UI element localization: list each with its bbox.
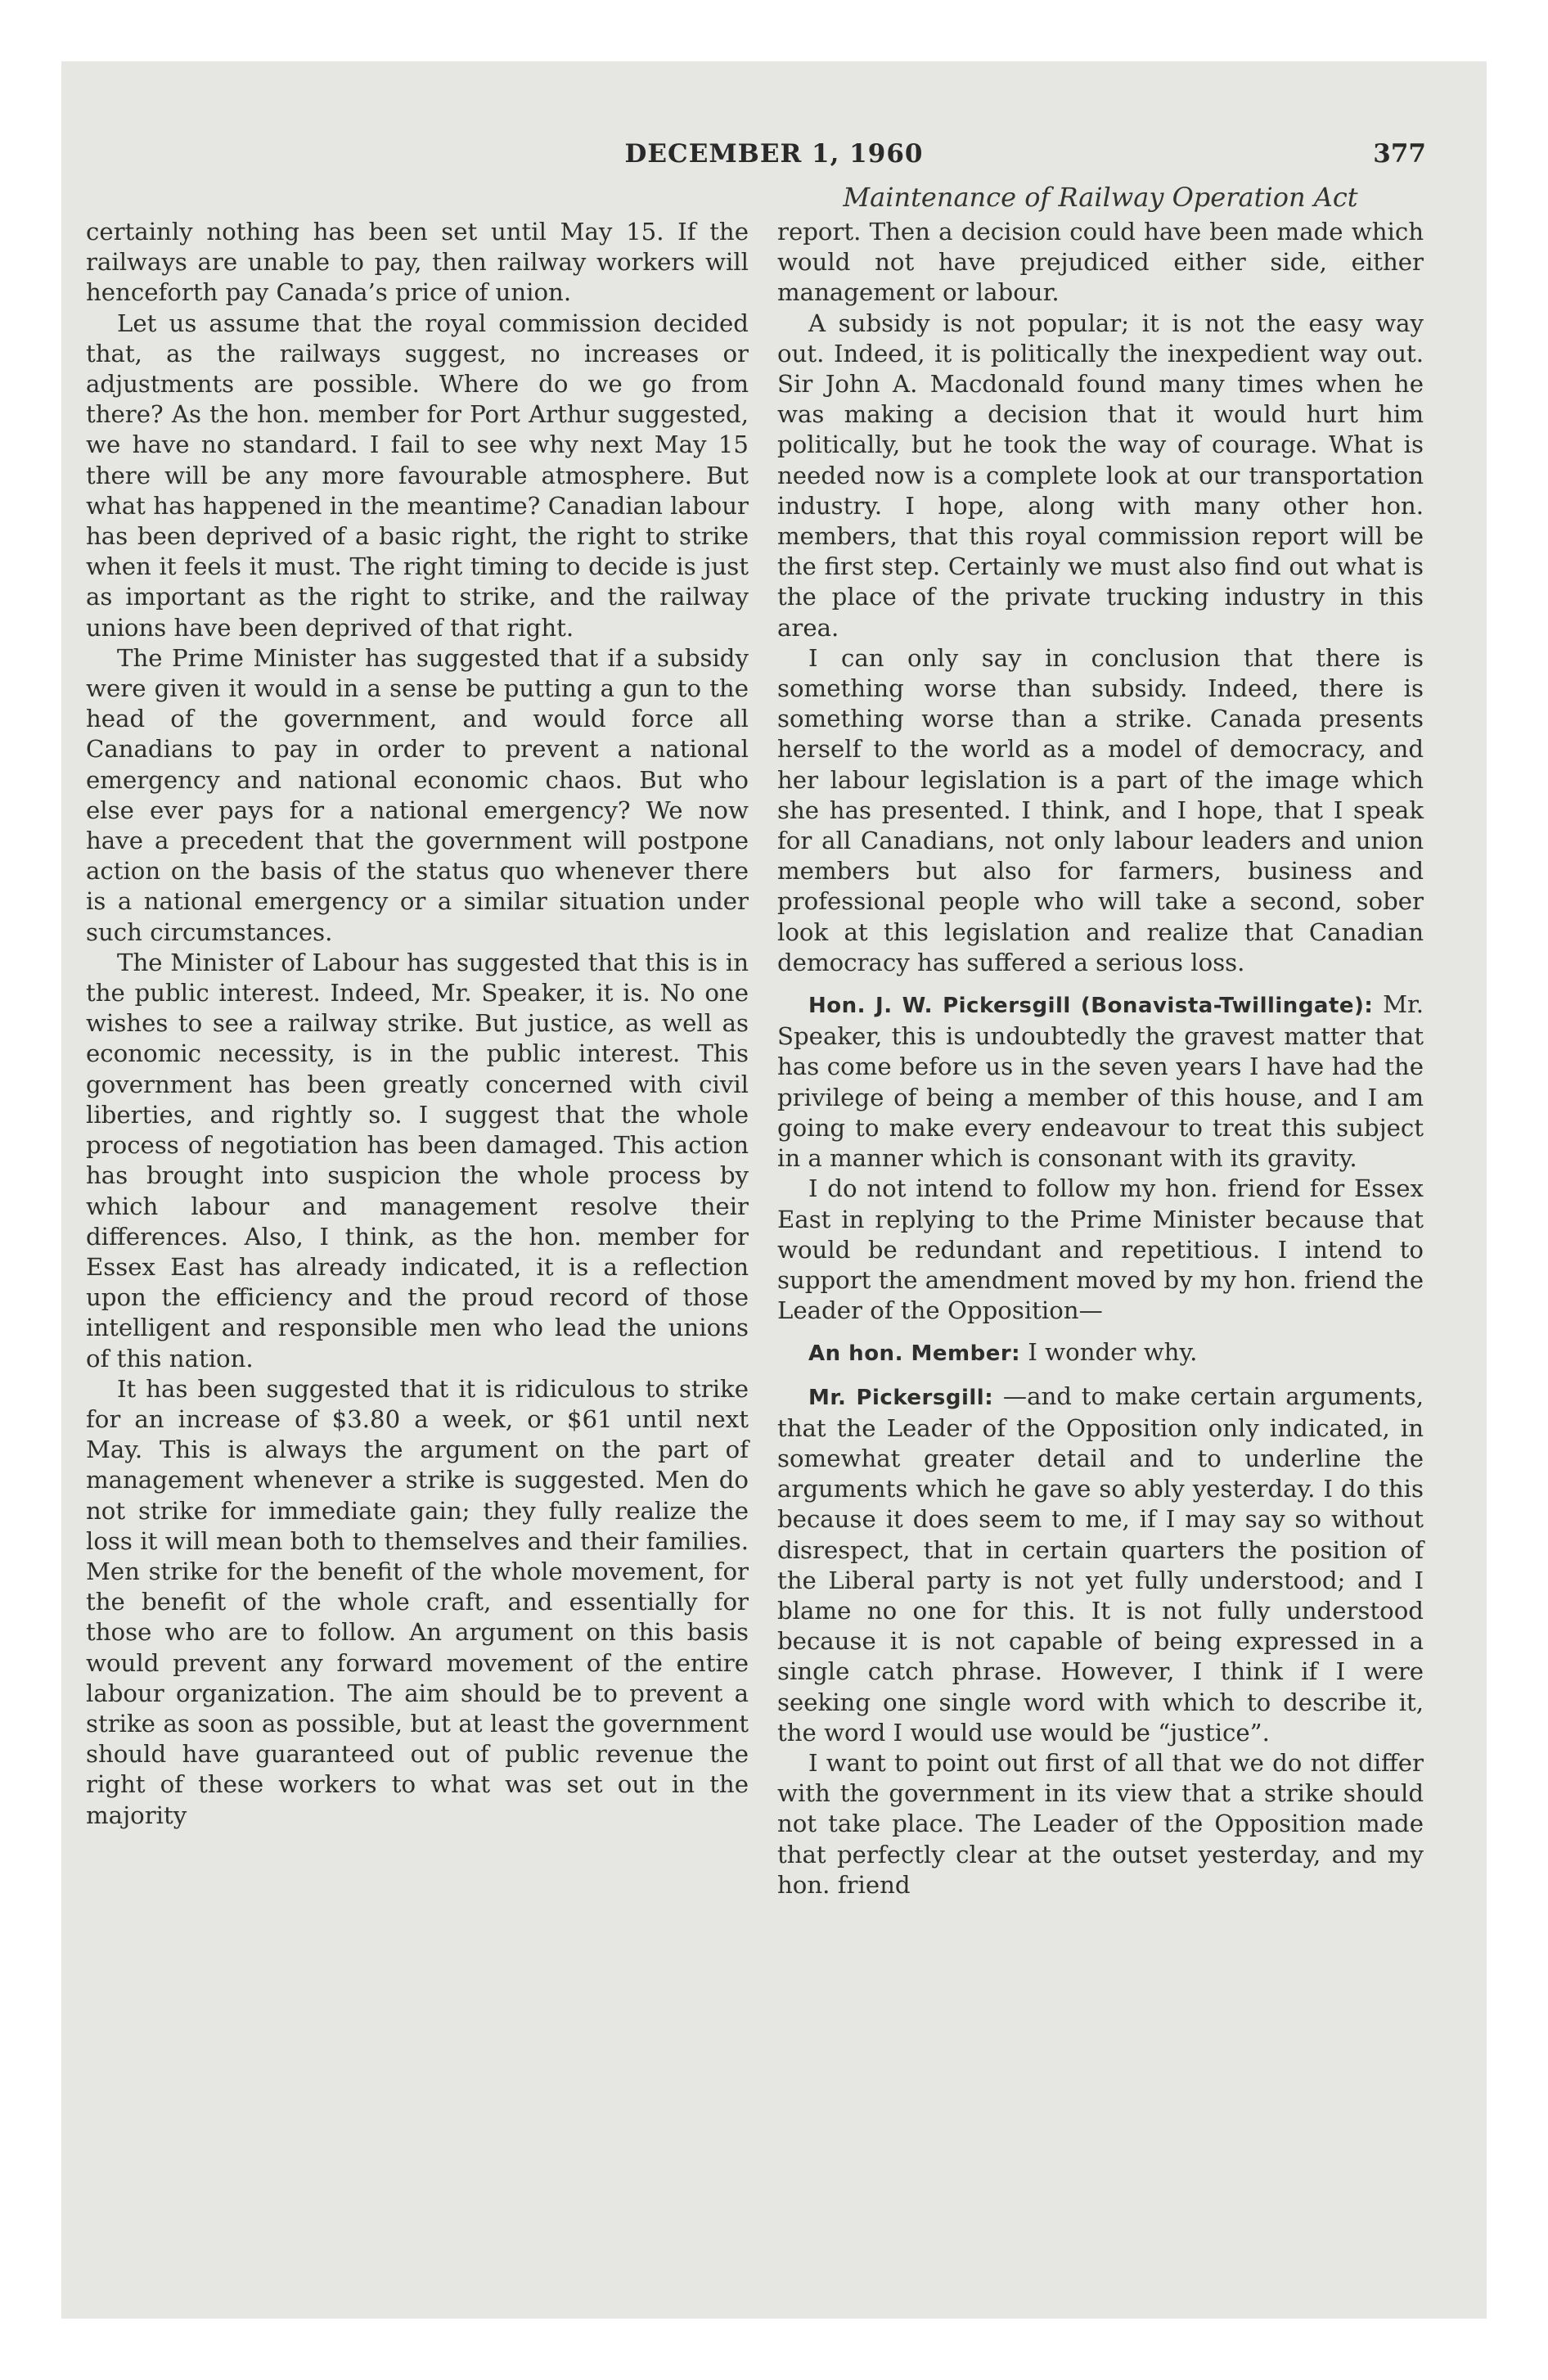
speech-paragraph [777,1382,1424,1748]
paragraph: I can only say in conclusion that there is something worse than subsidy. Indeed, there is something worse than a strike. Canada presents herself to the world as a model of democracy, and her labour legislation is a part of the image which she has presented. I think, and I hope, that I speak for all Canadians, not only labour leaders and union members but also for farmers, business and professional people who will take a second, sober look at this legislation and realize that Canadian democracy has suffered a serious loss. [777,643,1424,976]
paragraph: Let us assume that the royal commission decided that, as the railways suggest, no increases or adjustments are possible. Where do we go from there? As the hon. member for Port Arthur suggested, we have no standard. I fail to see why next May 15 there will be any more favourable atmosphere. But what has happened in the meantime? Canadian labour has been deprived of a basic right, the right to strike when it feels it must. The right timing to decide is just as important as the right to strike, and the railway unions have been deprived of that right. [86,309,749,642]
page [61,61,1487,2319]
paragraph: report. Then a decision could have been made which would not have prejudiced either side, either management or labour. [777,218,1424,307]
page-number: 377 [1373,139,1426,169]
speaker-name: Hon. J. W. Pickersgill (Bonavista-Twillingate): [808,994,1374,1019]
speaker-name: Mr. Pickersgill: [808,1385,994,1410]
speech-text: Mr. Speaker, this is undoubtedly the gravest matter that has come before us in the seven years I have had the privilege of being a member of this house, and I am going to make every endeavour to treat this subject in a manner which is consonant with its gravity. [777,990,1424,1173]
paragraph: I want to point out first of all that we do not differ with the government in its view that a strike should not take place. The Leader of the Opposition made that perfectly clear at the outset yesterday, and my hon. friend [777,1748,1424,1899]
speech-paragraph [777,989,1424,1174]
right-column [777,217,1424,1900]
speech-text: I wonder why. [1028,1338,1198,1367]
speech-text: —and to make certain arguments, that the Leader of the Opposition only indicated, in somewhat greater detail and to underline the arguments which he gave so ably yesterday. I do this because it does seem to me, if I may say so without disrespect, that in certain quarters the position of the Liberal party is not yet fully understood; and I blame no one for this. It is not fully understood because it is not capable of being expressed in a single catch phrase. However, I think if I were seeking one single word with which to describe it, the word I would use would be “justice”. [777,1382,1424,1747]
speaker-name: An hon. Member: [808,1341,1021,1367]
page-header [61,139,1487,180]
paragraph: A subsidy is not popular; it is not the easy way out. Indeed, it is politically the inexpedient way out. Sir John A. Macdonald found many times when he was making a decision that it would hurt him politically, but he took the way of courage. What is needed now is a complete look at our transportation industry. I hope, along with many other hon. members, that this royal commission report will be the first step. Certainly we must also find out what is the place of the private trucking industry in this area. [777,309,1424,642]
left-column [86,217,749,1831]
paragraph: The Prime Minister has suggested that if a subsidy were given it would in a sense be putting a gun to the head of the government, and would force all Canadians to pay in order to prevent a national emergency and national economic chaos. But who else ever pays for a national emergency? We now have a precedent that the government will postpone action on the basis of the status quo whenever there is a national emergency or a similar situation under such circumstances. [86,643,749,946]
page-date: DECEMBER 1, 1960 [624,139,924,169]
paragraph: The Minister of Labour has suggested that this is in the public interest. Indeed, Mr. Speaker, it is. No one wishes to see a railway strike. But justice, as well as economic necessity, is in the public interest. This government has been greatly concerned with civil liberties, and rightly so. I suggest that the whole process of negotiation has been damaged. This action has brought into suspicion the whole process by which labour and management resolve their differences. Also, I think, as the hon. member for Essex East has already indicated, it is a reflection upon the efficiency and the proud record of those intelligent and responsible men who lead the unions of this nation. [86,948,749,1373]
speech-paragraph [777,1337,1424,1369]
paragraph: I do not intend to follow my hon. friend for Essex East in replying to the Prime Minister because that would be redundant and repetitious. I intend to support the amendment moved by my hon. friend the Leader of the Opposition— [777,1174,1424,1325]
paragraph: It has been suggested that it is ridiculous to strike for an increase of $3.80 a week, or $61 until next May. This is always the argument on the part of management whenever a strike is suggested. Men do not strike for immediate gain; they fully realize the loss it will mean both to themselves and their families. Men strike for the benefit of the whole movement, for the benefit of the whole craft, and essentially for those who are to follow. An argument on this basis would prevent any forward movement of the entire labour organization. The aim should be to prevent a strike as soon as possible, but at least the government should have guaranteed out of public revenue the right of these workers to what was set out in the majority [86,1374,749,1829]
running-title: Maintenance of Railway Operation Act [843,182,1358,213]
paragraph: certainly nothing has been set until May 15. If the railways are unable to pay, then railway workers will henceforth pay Canada’s price of union. [86,218,749,307]
